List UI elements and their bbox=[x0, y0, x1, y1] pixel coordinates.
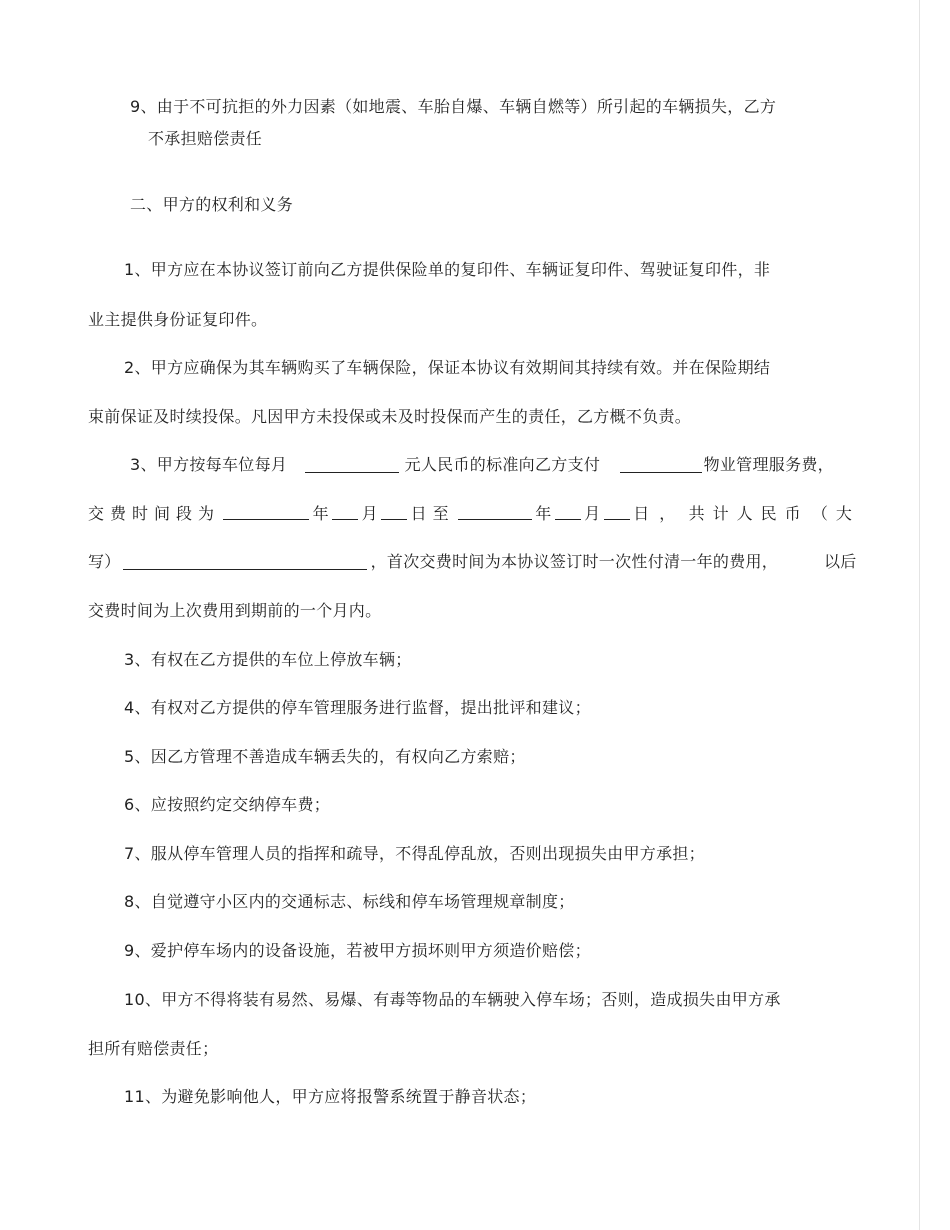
right-6: 6、应按照约定交纳停车费； bbox=[124, 795, 331, 814]
duty-3-line3 bbox=[88, 551, 778, 573]
duty-3-line2 bbox=[88, 503, 860, 525]
fill-in-blank bbox=[123, 553, 367, 570]
text-segment: 元人民币的标准向乙方支付 bbox=[404, 455, 601, 474]
right-7: 7、服从停车管理人员的指挥和疏导，不得乱停乱放，否则出现损失由甲方承担； bbox=[124, 844, 705, 863]
duty-3-line4: 交费时间为上次费用到期前的一个月内。 bbox=[88, 601, 382, 620]
fill-in-blank bbox=[555, 503, 581, 520]
text-segment: 3、甲方按每车位每月 bbox=[130, 455, 288, 474]
right-10-line1: 10、甲方不得将装有易然、易爆、有毒等物品的车辆驶入停车场；否则，造成损失由甲方承 bbox=[124, 990, 781, 1009]
duty-2-line2: 束前保证及时续投保。凡因甲方未投保或未及时投保而产生的责任，乙方概不负责。 bbox=[88, 407, 692, 426]
duty-3-line1 bbox=[130, 454, 834, 476]
section-2-title: 二、甲方的权利和义务 bbox=[130, 195, 294, 214]
right-8: 8、自觉遵守小区内的交通标志、标线和停车场管理规章制度； bbox=[124, 892, 575, 911]
fill-in-blank bbox=[223, 503, 309, 520]
text-segment: 物业管理服务费， bbox=[703, 455, 834, 474]
text-segment: 日至 bbox=[410, 504, 455, 523]
right-11: 11、为避免影响他人，甲方应将报警系统置于静音状态； bbox=[124, 1087, 537, 1106]
right-4: 4、有权对乙方提供的停车管理服务进行监督，提出批评和建议； bbox=[124, 698, 591, 717]
clause-9-line1: 9、由于不可抗拒的外力因素（如地震、车胎自爆、车辆自燃等）所引起的车辆损失，乙方 bbox=[130, 97, 777, 116]
text-segment: 日， bbox=[633, 504, 686, 523]
duty-3-line3-end: 以后 bbox=[824, 552, 857, 571]
fill-in-blank bbox=[381, 503, 407, 520]
right-5: 5、因乙方管理不善造成车辆丢失的，有权向乙方索赔； bbox=[124, 747, 526, 766]
right-3: 3、有权在乙方提供的车位上停放车辆； bbox=[124, 650, 412, 669]
text-segment: 写） bbox=[88, 552, 121, 571]
right-10-line2: 担所有赔偿责任； bbox=[88, 1039, 219, 1058]
page-edge-divider bbox=[919, 0, 920, 1230]
clause-9-line2: 不承担赔偿责任 bbox=[148, 129, 263, 148]
text-segment: ，首次交费时间为本协议签订时一次性付清一年的费用， bbox=[370, 552, 779, 571]
text-segment: 共计人民币 bbox=[688, 504, 809, 523]
text-segment: 月 bbox=[361, 504, 378, 523]
text-segment: 年 bbox=[535, 504, 552, 523]
duty-1-line1: 1、甲方应在本协议签订前向乙方提供保险单的复印件、车辆证复印件、驾驶证复印件，非 bbox=[124, 260, 771, 279]
duty-1-line2: 业主提供身份证复印件。 bbox=[88, 310, 268, 329]
fill-in-blank bbox=[332, 503, 358, 520]
fill-in-blank bbox=[620, 456, 702, 473]
right-9: 9、爱护停车场内的设备设施，若被甲方损坏则甲方须造价赔偿； bbox=[124, 941, 591, 960]
fill-in-blank bbox=[458, 503, 532, 520]
duty-2-line1: 2、甲方应确保为其车辆购买了车辆保险，保证本协议有效期间其持续有效。并在保险期结 bbox=[124, 358, 771, 377]
fill-in-blank bbox=[604, 503, 630, 520]
text-segment: 月 bbox=[584, 504, 601, 523]
text-segment: （大 bbox=[811, 504, 860, 523]
text-segment: 年 bbox=[312, 504, 329, 523]
text-segment: 交费时间段为 bbox=[88, 504, 221, 523]
fill-in-blank bbox=[305, 456, 399, 473]
